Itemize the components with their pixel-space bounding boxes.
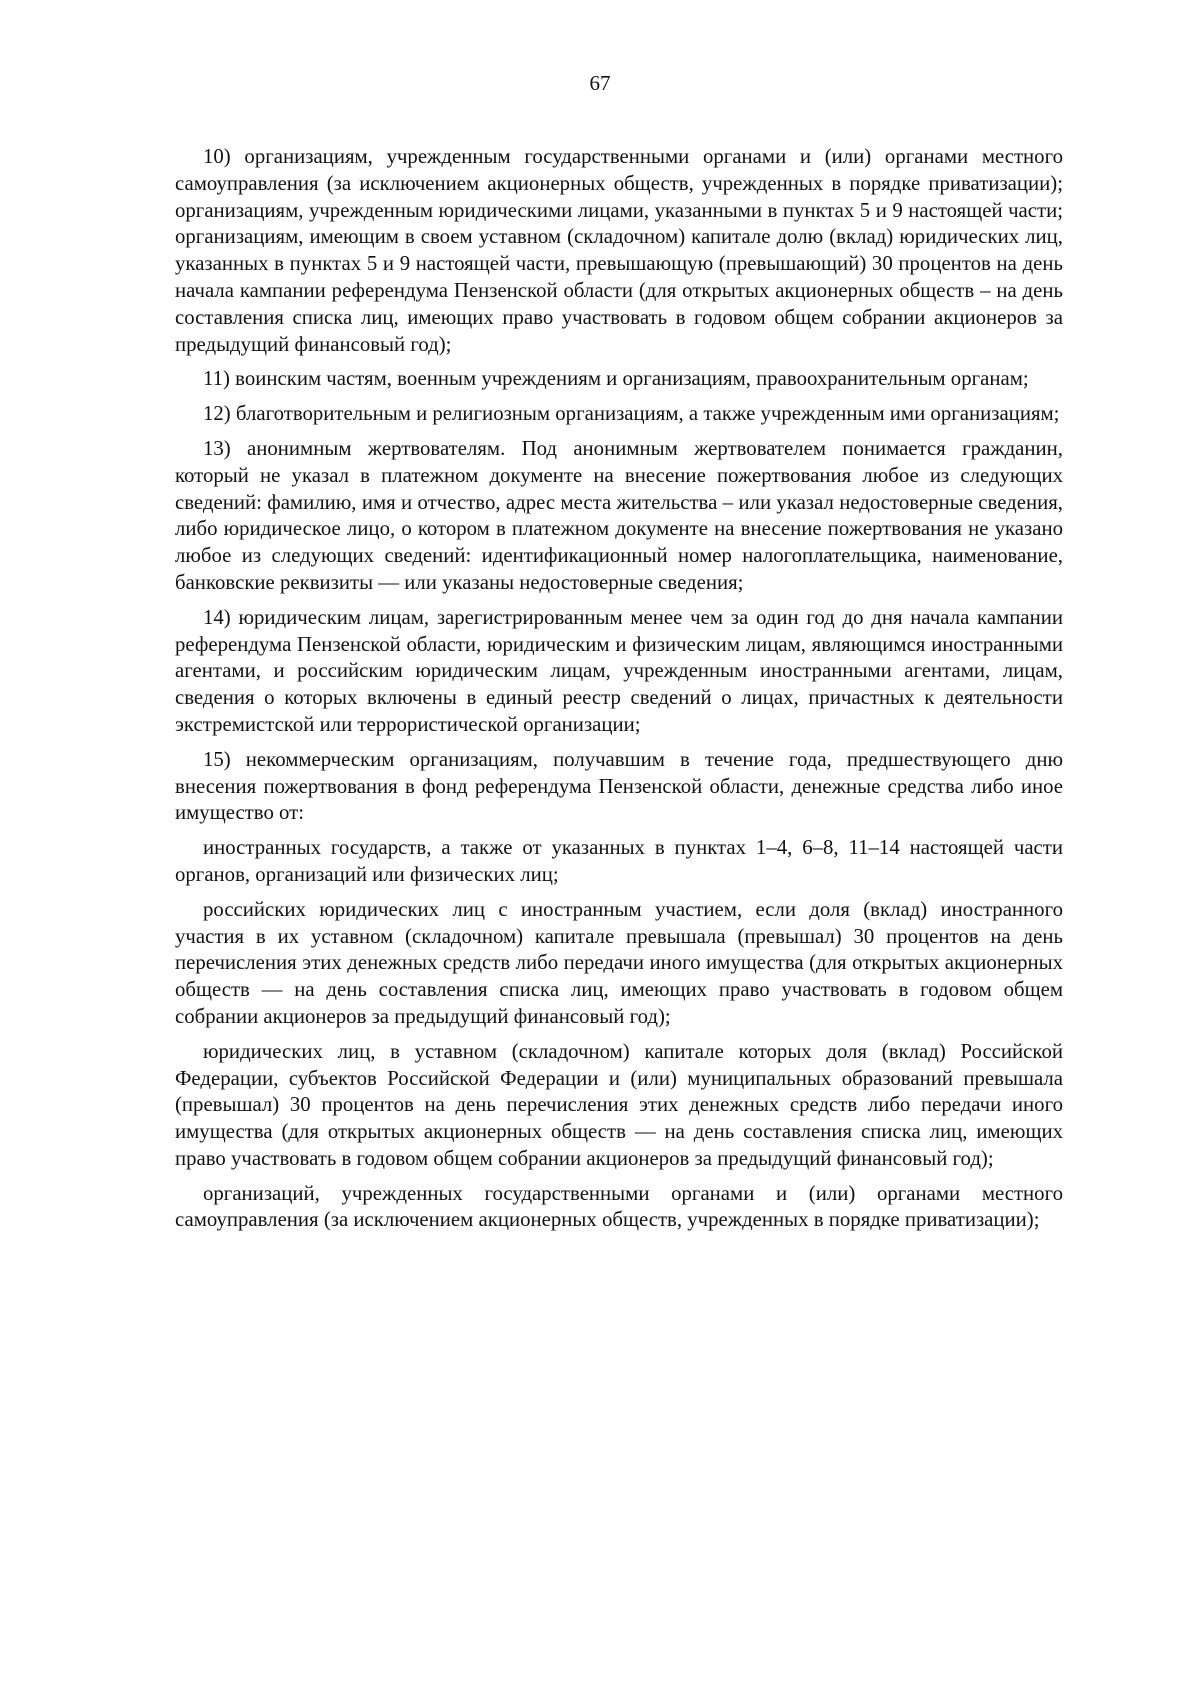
paragraph-subitem-state-founded: организаций, учрежденных государственными органами и (или) органами местного самоуправления (за исключением акционерных обществ, учрежденных в порядке приватизации); <box>175 1181 1063 1232</box>
paragraph-item-10: 10) организациям, учрежденным государственными органами и (или) органами местного самоуправления (за исключением акционерных обществ, учрежденных в порядке приватизации); организациям, учрежденным юридическими лицами, указанными в пунктах 5 и 9 настоящей части; организациям, имеющим в своем уставном (складочном) капитале долю (вклад) юридических лиц, указанных в пунктах 5 и 9 настоящей части, превышающую (превышающий) 30 процентов на день начала кампании референдума Пензенской области (для открытых акционерных обществ – на день составления списка лиц, имеющих право участвовать в годовом общем собрании акционеров за предыдущий финансовый год); <box>175 145 1063 356</box>
page-number: 67 <box>589 71 611 95</box>
paragraph-item-15: 15) некоммерческим организациям, получавшим в течение года, предшествующего дню внесения пожертвования в фонд референдума Пензенской области, денежные средства либо иное имущество от: <box>175 747 1063 825</box>
paragraph-item-14: 14) юридическим лицам, зарегистрированным менее чем за один год до дня начала кампании референдума Пензенской области, юридическим и физическим лицам, являющимся иностранными агентами, и российским юридическим лицам, учрежденным иностранными агентами, лицам, сведения о которых включены в единый реестр сведений о лицах, причастных к деятельности экстремистской или террористической организации; <box>175 605 1063 736</box>
paragraph-subitem-state-share: юридических лиц, в уставном (складочном) капитале которых доля (вклад) Российской Федерации, субъектов Российской Федерации и (или) муниципальных образований превышала (превышал) 30 процентов на день перечисления этих денежных средств либо передачи иного имущества (для открытых акционерных обществ — на день составления списка лиц, имеющих право участвовать в годовом общем собрании акционеров за предыдущий финансовый год); <box>175 1039 1063 1170</box>
paragraph-item-12: 12) благотворительным и религиозным организациям, а также учрежденным ими организациям; <box>203 402 1060 426</box>
document-body <box>175 144 1063 1242</box>
paragraph-subitem-foreign-participation: российских юридических лиц с иностранным участием, если доля (вклад) иностранного участия в их уставном (складочном) капитале превышала (превышал) 30 процентов на день перечисления этих денежных средств либо передачи иного имущества (для открытых акционерных обществ — на день составления списка лиц, имеющих право участвовать в годовом общем собрании акционеров за предыдущий финансовый год); <box>175 897 1063 1028</box>
paragraph-item-13: 13) анонимным жертвователям. Под анонимным жертвователем понимается гражданин, который не указал в платежном документе на внесение пожертвования любое из следующих сведений: фамилию, имя и отчество, адрес места жительства – или указал недостоверные сведения, либо юридическое лицо, о котором в платежном документе на внесение пожертвования не указано любое из следующих сведений: идентификационный номер налогоплательщика, наименование, банковские реквизиты — или указаны недостоверные сведения; <box>175 436 1063 594</box>
paragraph-item-11: 11) воинским частям, военным учреждениям и организациям, правоохранительным органам; <box>203 367 1029 391</box>
paragraph-subitem-foreign-states: иностранных государств, а также от указанных в пунктах 1–4, 6–8, 11–14 настоящей части органов, организаций или физических лиц; <box>175 836 1063 886</box>
